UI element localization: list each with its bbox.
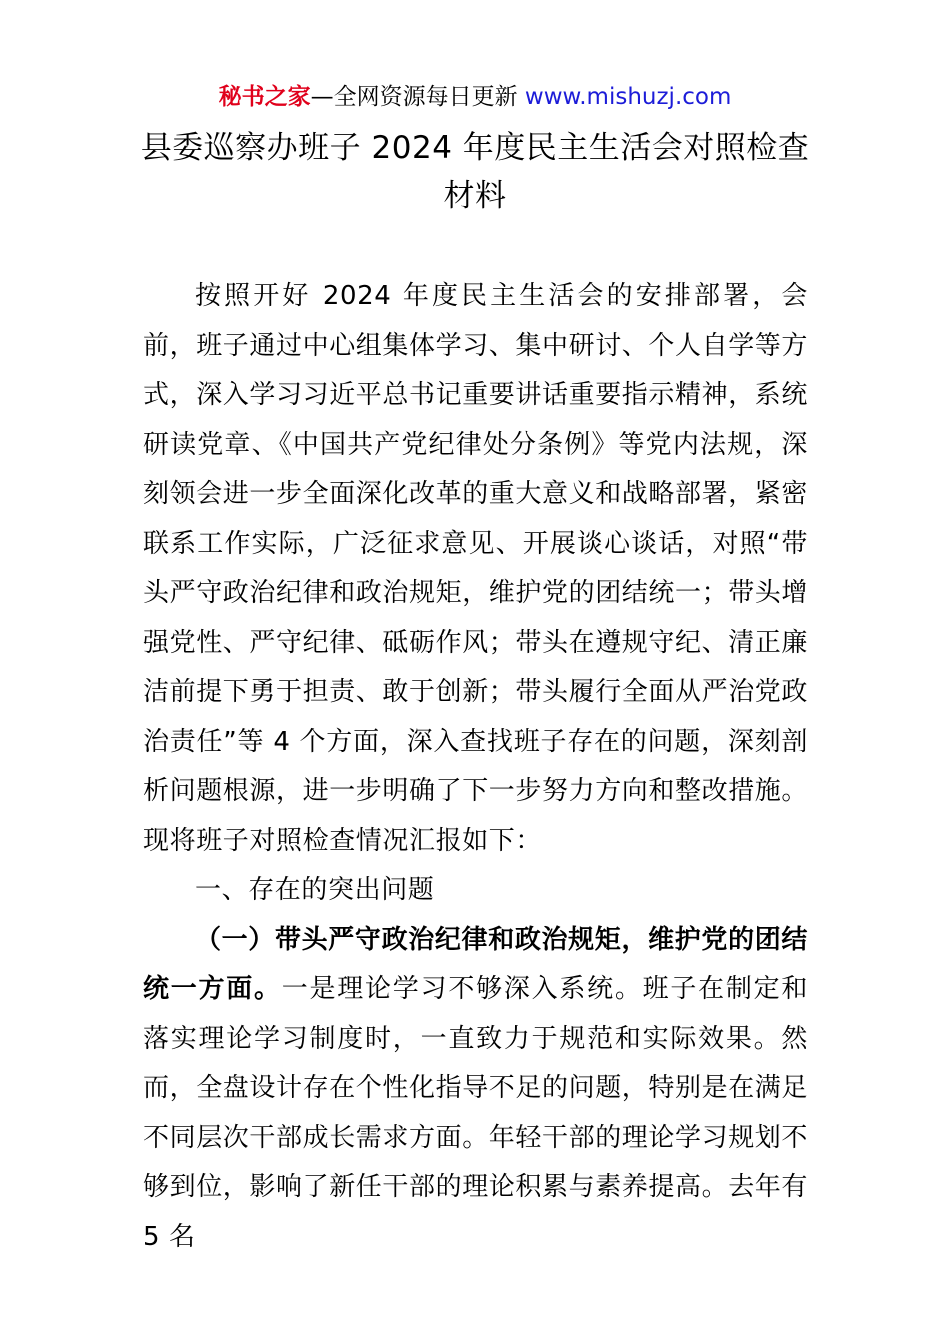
site-header xyxy=(0,80,950,114)
site-tagline: —全网资源每日更新 xyxy=(310,84,525,110)
site-url: www.mishuzj.com xyxy=(524,84,732,110)
intro-paragraph: 按照开好 2024 年度民主生活会的安排部署，会前，班子通过中心组集体学习、集中研讨、个人自学等方式，深入学习习近平总书记重要讲话重要指示精神，系统研读党章、《中国共产党纪律处分条例》等党内法规，深刻领会进一步全面深化改革的重大意义和战略部署，紧密联系工作实际，广泛征求意见、开展谈心谈话，对照“带头严守政治纪律和政治规矩，维护党的团结统一；带头增强党性、严守纪律、砥砺作风；带头在遵规守纪、清正廉洁前提下勇于担责、敢于创新；带头履行全面从严治党政治责任”等 4 个方面，深入查找班子存在的问题，深刻剖析问题根源，进一步明确了下一步努力方向和整改措施。现将班子对照检查情况汇报如下： xyxy=(143,281,809,856)
document-body xyxy=(143,272,808,1262)
subsection-paragraph xyxy=(143,916,808,1263)
document-title: 县委巡察办班子 2024 年度民主生活会对照检查材料 xyxy=(140,130,810,214)
section-heading: 一、存在的突出问题 xyxy=(195,875,435,905)
subsection-body: 一是理论学习不够深入系统。班子在制定和落实理论学习制度时，一直致力于规范和实际效果。然而，全盘设计存在个性化指导不足的问题，特别是在满足不同层次干部成长需求方面。年轻干部的理论学习规划不够到位，影响了新任干部的理论积累与素养提高。去年有 5 名 xyxy=(143,974,809,1252)
subsection-heading: （一）带头严守政治纪律和政治规矩，维护党的团结统一方面。 xyxy=(143,924,808,1004)
site-brand: 秘书之家 xyxy=(218,84,311,110)
